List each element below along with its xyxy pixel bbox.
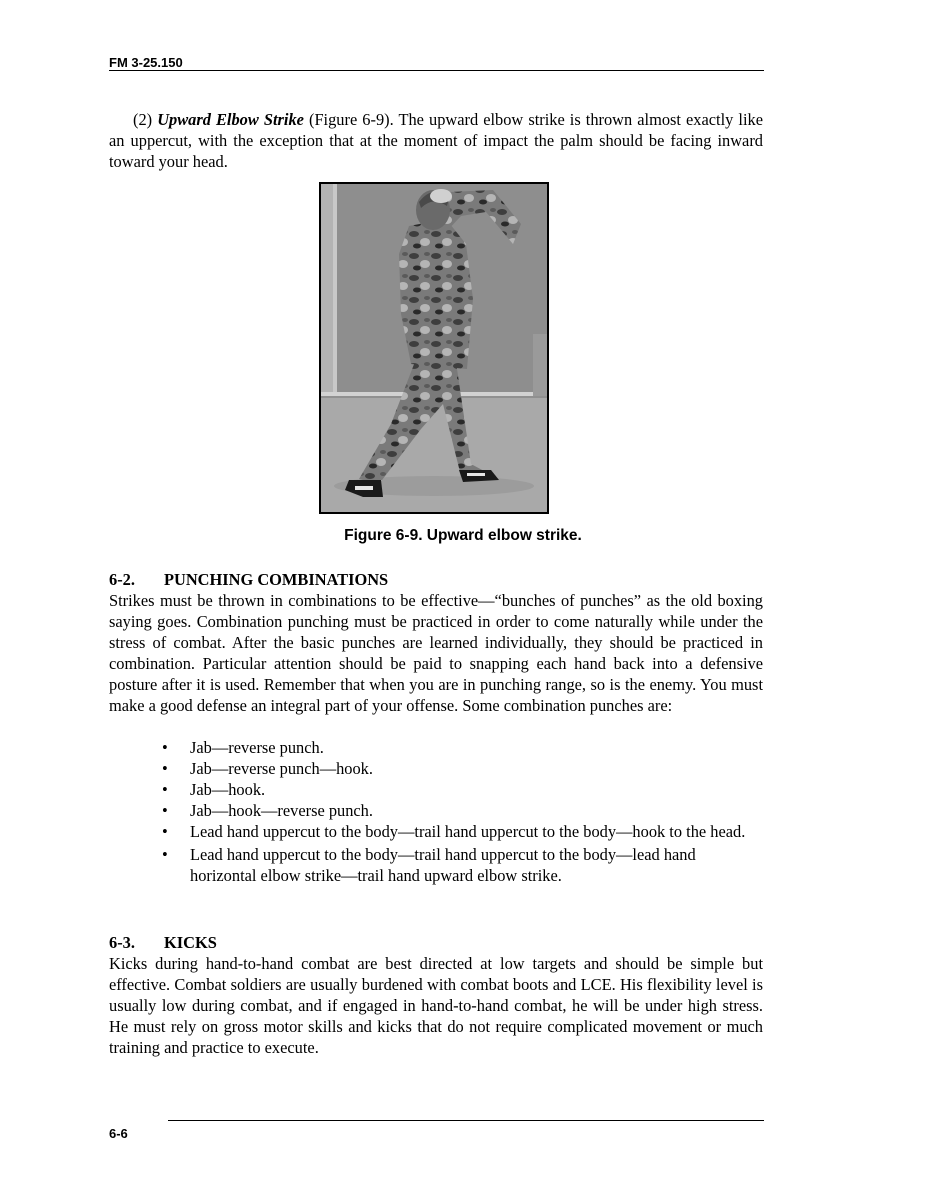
figure-caption: Figure 6-9. Upward elbow strike.: [344, 527, 582, 544]
header-rule: [109, 70, 764, 71]
soldier-illustration: [321, 184, 547, 512]
bullet-icon: •: [162, 845, 168, 864]
section-number: 6-2.: [109, 570, 135, 589]
section-heading-kicks: [109, 932, 217, 953]
running-header: FM 3-25.150: [109, 55, 183, 70]
section-body-kicks: Kicks during hand-to-hand combat are best directed at low targets and should be simple but effective. Combat soldiers are usually burdened with combat boots and LCE. His flexibility level is usually low during combat, and if engaged in hand-to-hand combat, he will be under high stress. He must rely on gross motor skills and kicks that do not require complicated movement or much training and practice to execute.: [109, 954, 763, 1057]
section-title: KICKS: [164, 933, 217, 952]
figure-photo: [319, 182, 549, 514]
bullet-icon: •: [162, 780, 168, 799]
bullet-icon: •: [162, 759, 168, 778]
intro-number: (2): [133, 110, 153, 129]
list-item: • Jab—hook.: [162, 780, 266, 799]
list-item: • Jab—reverse punch—hook.: [162, 759, 373, 778]
section-heading-punching: [109, 569, 388, 590]
section-title: PUNCHING COMBINATIONS: [164, 570, 389, 589]
intro-text: (Figure 6-9). The upward elbow strike is thrown almost exactly like an uppercut, with the exception that at the moment of impact the palm should be facing inward toward your head.: [109, 110, 763, 171]
section-number: 6-3.: [109, 933, 135, 952]
list-item: • Jab—reverse punch.: [162, 738, 324, 757]
list-item: • Lead hand uppercut to the body—trail hand uppercut to the body—lead hand horizontal elbow strike—trail hand upward elbow strike.: [162, 845, 696, 885]
list-item: • Lead hand uppercut to the body—trail hand uppercut to the body—hook to the head.: [162, 822, 746, 841]
bullet-icon: •: [162, 801, 168, 820]
section-body-punching: Strikes must be thrown in combinations to be effective—“bunches of punches” as the old boxing saying goes. Combination punching must be practiced in order to come naturally while under the stress of combat. After the basic punches are learned individually, they should be practiced in combination. Particular attention should be paid to snapping each hand back into a defensive posture after it is used. Remember that when you are in punching range, so is the enemy. You must make a good defense an integral part of your offense. Some combination punches are:: [109, 591, 763, 715]
page-number: 6-6: [109, 1126, 128, 1141]
footer-rule: [168, 1120, 764, 1121]
list-item: • Jab—hook—reverse punch.: [162, 801, 373, 820]
combination-list: [109, 737, 763, 886]
bullet-icon: •: [162, 822, 168, 841]
intro-term: Upward Elbow Strike: [157, 110, 304, 129]
bullet-icon: •: [162, 738, 168, 757]
intro-paragraph: [109, 109, 763, 172]
